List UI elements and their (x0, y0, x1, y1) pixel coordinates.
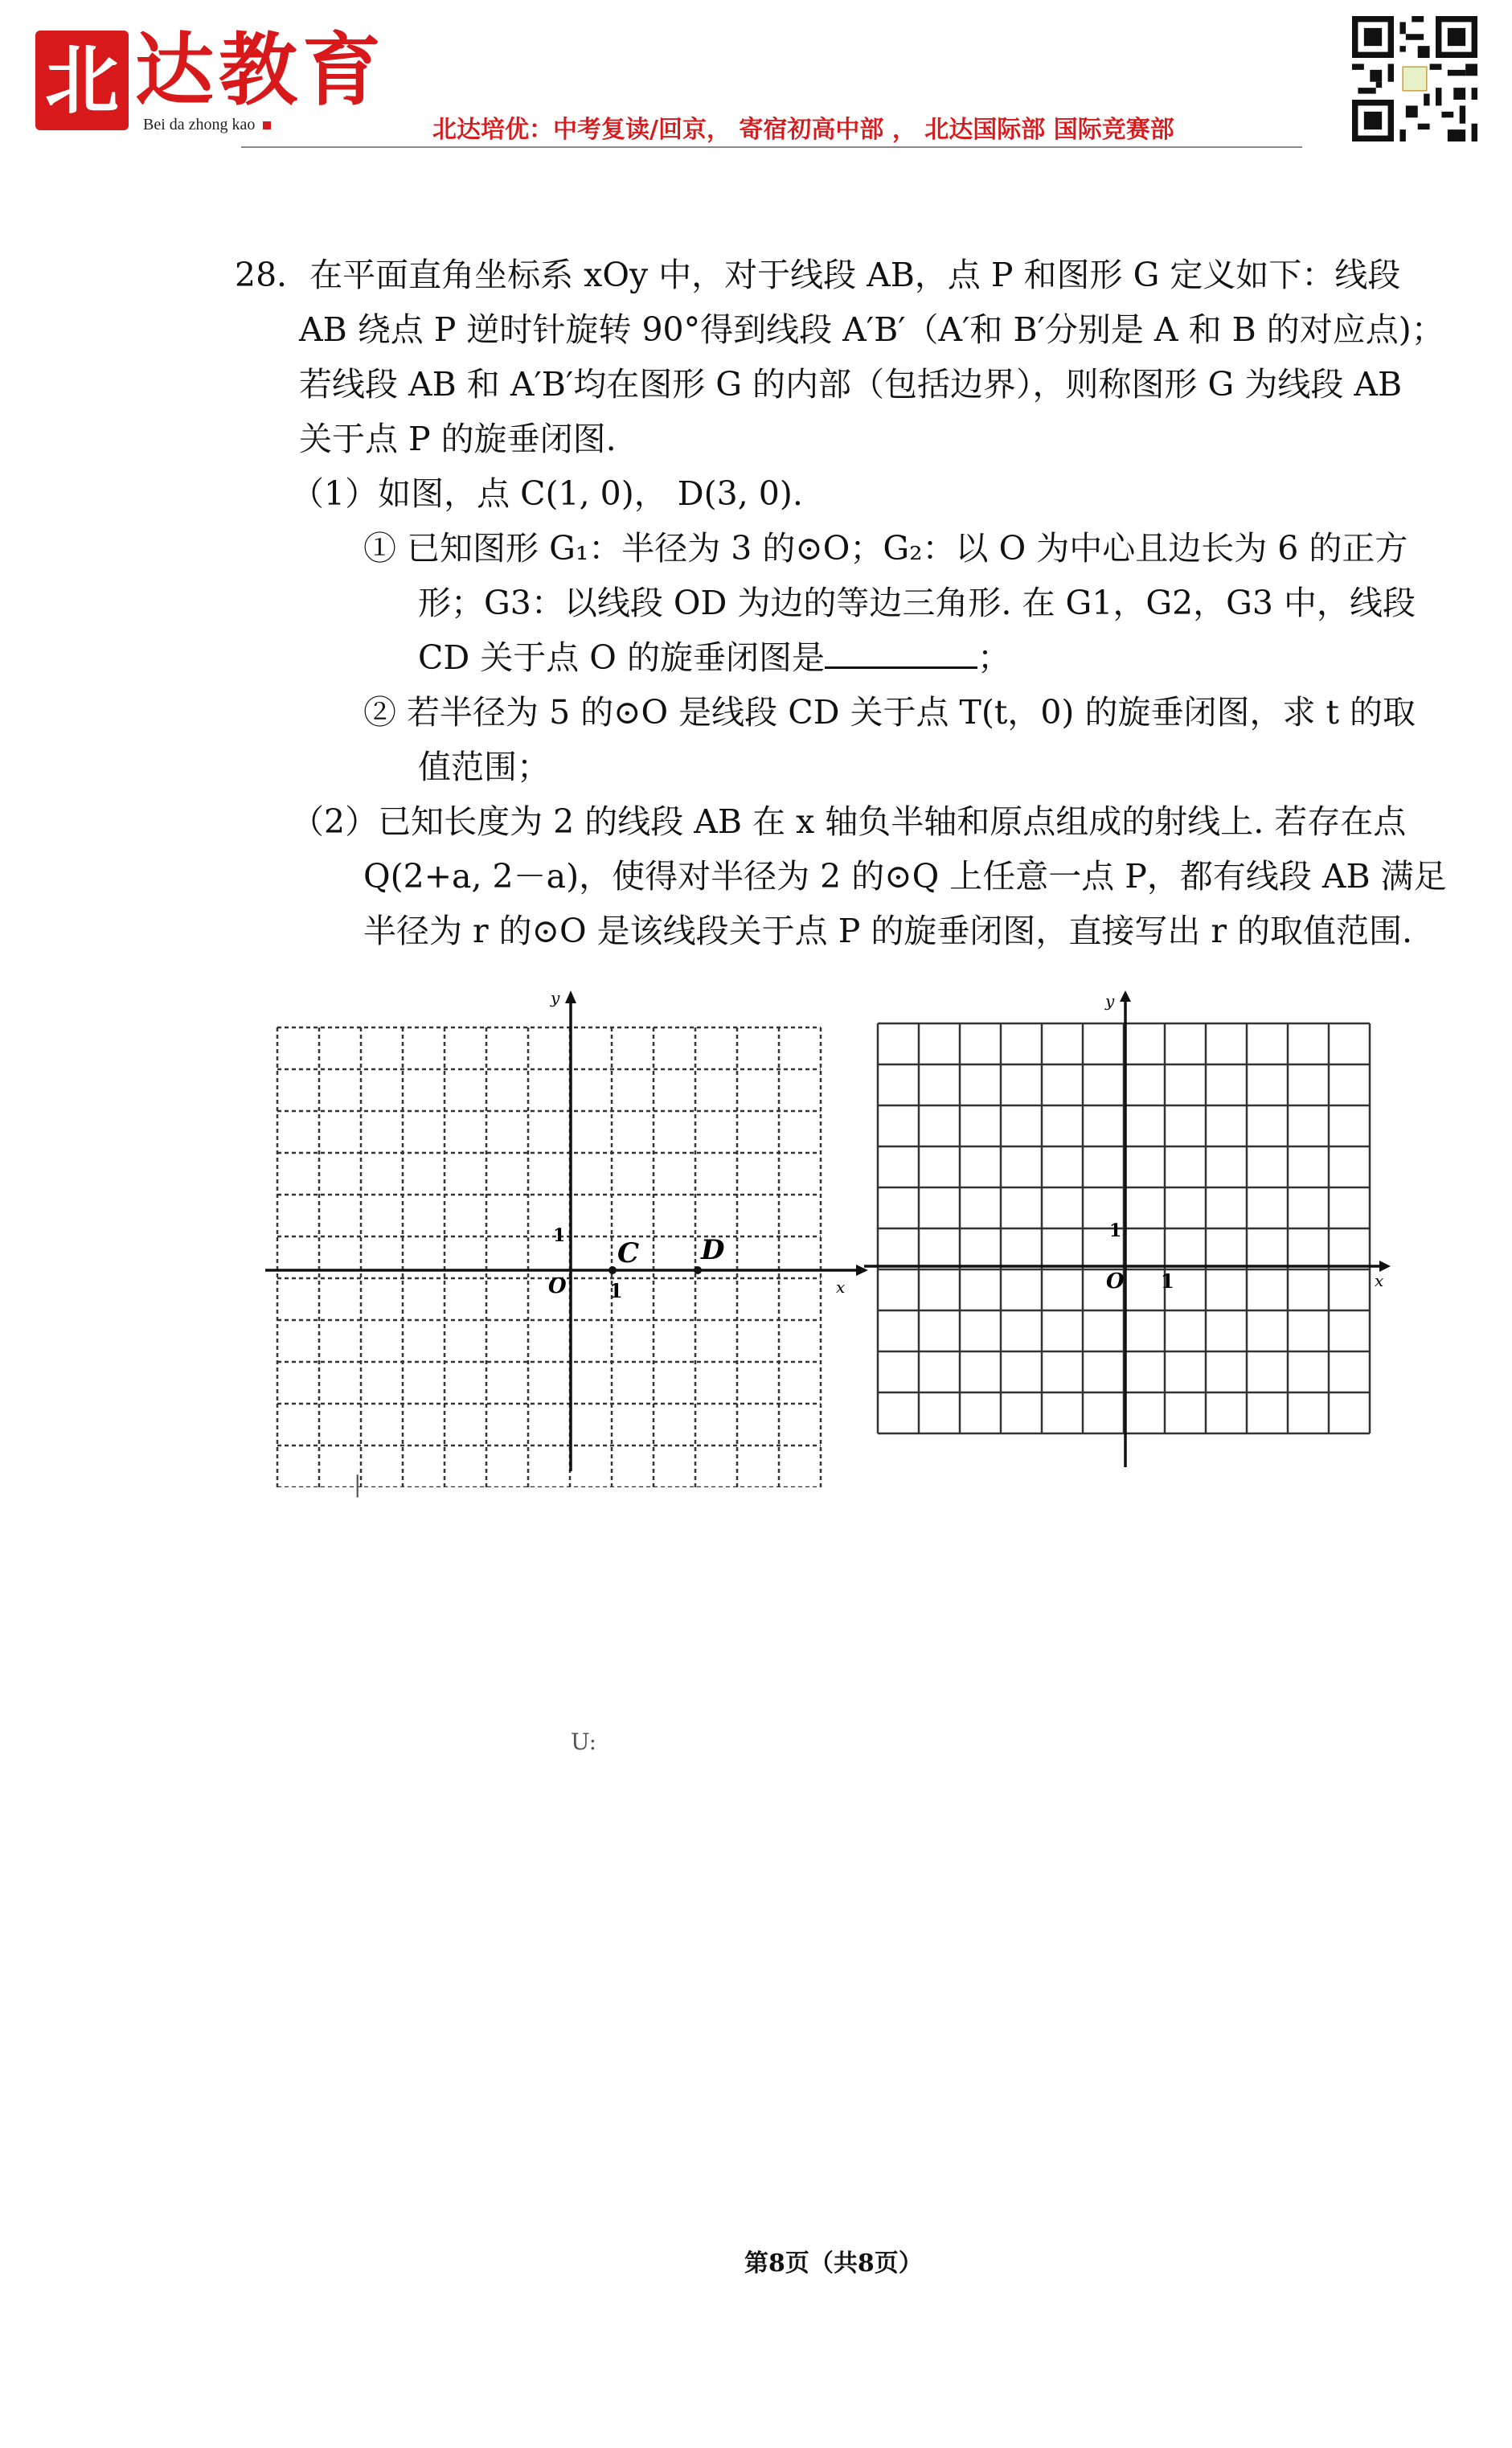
question1-line-3 (418, 638, 1010, 677)
brand-subtitle (143, 116, 271, 134)
brand-square-icon (263, 121, 271, 129)
header-slogan: 北达培优：中考复读/回京， 寄宿初高中部 ， 北达国际部 国际竞赛部 (432, 116, 1174, 144)
header-divider (241, 146, 1302, 148)
brand-name: 达教育 (135, 24, 387, 117)
x-axis-arrow-right (1379, 1261, 1391, 1272)
problem-line-4: 关于点 P 的旋垂闭图. (299, 420, 617, 458)
coordinate-grid-left (257, 989, 868, 1487)
question1-line-2: 形；G3：以线段 OD 为边的等边三角形. 在 G1，G2，G3 中，线段 (418, 584, 1416, 622)
problem-line-2: AB 绕点 P 逆时针旋转 90°得到线段 A′B′（A′和 B′分别是 A 和 B 的对应点)； (299, 310, 1444, 349)
problem-line-3: 若线段 AB 和 A′B′均在图形 G 的内部（包括边界），则称图形 G 为线段 AB (299, 365, 1403, 404)
y-tick-label-left: 1 (553, 1225, 566, 1246)
coordinate-grid-right (860, 989, 1391, 1487)
y-axis-arrow-left (565, 990, 576, 1003)
problem-line-1: 28．在平面直角坐标系 xOy 中，对于线段 AB，点 P 和图形 G 定义如下：线段 (235, 256, 1401, 294)
question1-line-1: ① 已知图形 G₁：半径为 3 的⊙O；G₂：以 O 为中心且边长为 6 的正方 (363, 529, 1408, 568)
y-axis-arrow-right (1120, 990, 1131, 1002)
part2-line-1: （2）已知长度为 2 的线段 AB 在 x 轴负半轴和原点组成的射线上. 若存在点 (291, 802, 1407, 841)
page-footer: 第8页（共8页） (744, 2249, 923, 2278)
answer-blank (825, 642, 977, 669)
point-c (608, 1266, 617, 1274)
part1-heading: （1）如图，点 C(1, 0)， D(3, 0). (291, 474, 803, 513)
origin-label-left: O (548, 1274, 567, 1298)
logo-char: 北 (44, 37, 119, 124)
y-axis-label-left: y (551, 989, 560, 1007)
x-tick-label-left: 1 (609, 1279, 623, 1302)
question2-line-1: ② 若半径为 5 的⊙O 是线段 CD 关于点 T(t，0) 的旋垂闭图，求 t 的取 (363, 693, 1416, 732)
scan-mark-2: U: (571, 1728, 597, 1755)
question1-line-3-end: ； (977, 638, 1010, 677)
scan-mark-1: | (354, 1471, 362, 1498)
question1-line-3-text: CD 关于点 O 的旋垂闭图是 (418, 638, 825, 677)
x-axis-label-left: x (836, 1277, 846, 1297)
grid-lines-right (878, 1023, 1370, 1433)
question2-line-2: 值范围； (418, 748, 550, 786)
logo (35, 31, 129, 130)
qr-code-icon (1352, 16, 1477, 141)
origin-label-right: O (1106, 1269, 1125, 1294)
y-axis-label-right: y (1105, 991, 1115, 1011)
part2-line-3: 半径为 r 的⊙O 是该线段关于点 P 的旋垂闭图，直接写出 r 的取值范围. (363, 912, 1413, 950)
brand-subtitle-text: Bei da zhong kao (143, 116, 256, 133)
x-axis-label-right: x (1375, 1271, 1384, 1290)
x-tick-label-right: 1 (1161, 1269, 1174, 1293)
point-c-label: C (617, 1237, 640, 1269)
y-tick-label-right: 1 (1109, 1220, 1122, 1241)
point-d (694, 1266, 702, 1274)
point-d-label: D (701, 1234, 725, 1266)
grid-lines-left (277, 1027, 821, 1487)
part2-line-2: Q(2+a, 2－a)，使得对半径为 2 的⊙Q 上任意一点 P，都有线段 AB 满足 (363, 857, 1447, 896)
